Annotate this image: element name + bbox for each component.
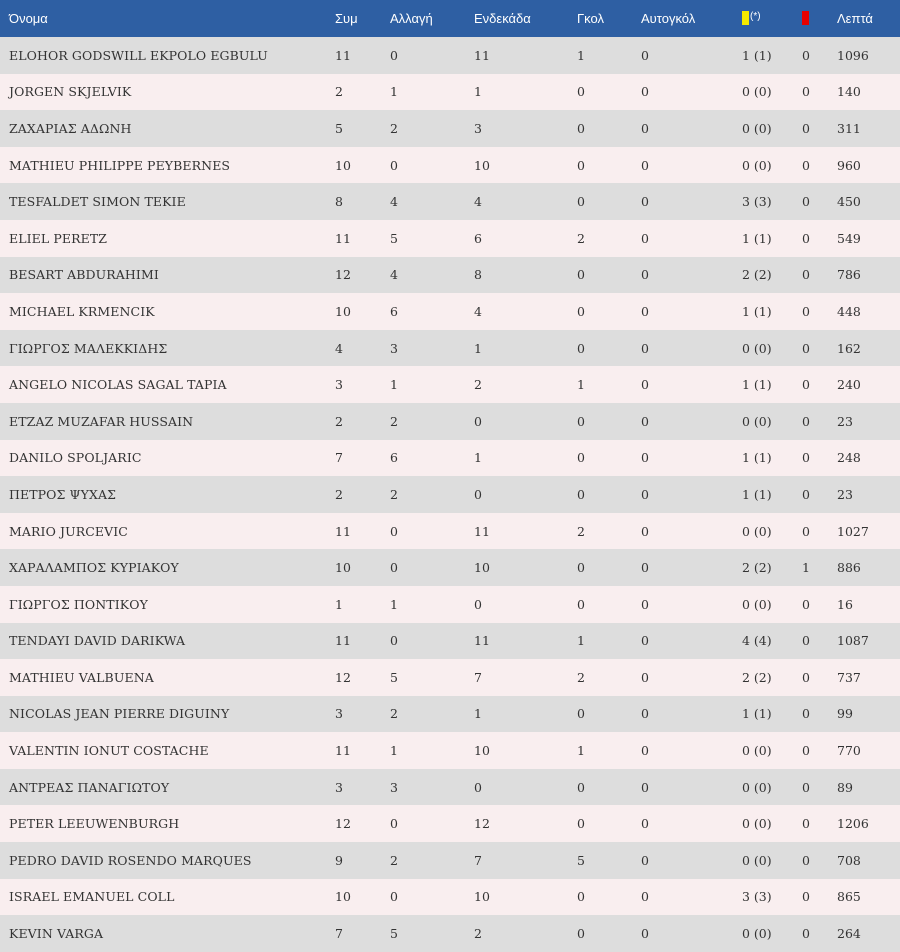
cell-apps: 4	[335, 340, 343, 356]
cell-own-goals: 0	[641, 633, 649, 649]
cell-yellow-cards: 0 (0)	[742, 852, 772, 868]
cell-yellow-cards: 1 (1)	[742, 450, 772, 466]
table-header	[0, 0, 900, 37]
cell-own-goals: 0	[641, 889, 649, 905]
cell-starts: 2	[474, 377, 482, 393]
cell-goals: 0	[577, 340, 585, 356]
cell-name[interactable]: MARIO JURCEVIC	[9, 523, 128, 539]
cell-yellow-cards: 0 (0)	[742, 413, 772, 429]
cell-subs: 0	[390, 889, 398, 905]
cell-name[interactable]: TESFALDET SIMON TEKIE	[9, 194, 186, 210]
cell-starts: 3	[474, 120, 482, 136]
table-row[interactable]	[0, 623, 900, 660]
cell-name[interactable]: PETER LEEUWENBURGH	[9, 816, 180, 832]
cell-minutes: 264	[837, 926, 861, 942]
cell-apps: 11	[335, 743, 351, 759]
cell-apps: 12	[335, 267, 351, 283]
cell-own-goals: 0	[641, 120, 649, 136]
table-row[interactable]	[0, 879, 900, 916]
cell-subs: 2	[390, 486, 398, 502]
column-header-own-goals[interactable]: Αυτογκόλ	[641, 11, 696, 26]
cell-starts: 8	[474, 267, 482, 283]
cell-subs: 0	[390, 157, 398, 173]
table-row[interactable]	[0, 732, 900, 769]
cell-yellow-cards: 0 (0)	[742, 523, 772, 539]
cell-minutes: 865	[837, 889, 861, 905]
cell-apps: 5	[335, 120, 343, 136]
cell-apps: 2	[335, 84, 343, 100]
cell-own-goals: 0	[641, 706, 649, 722]
cell-apps: 12	[335, 816, 351, 832]
cell-red-cards: 0	[802, 926, 810, 942]
cell-name[interactable]: MATHIEU VALBUENA	[9, 669, 154, 685]
cell-name[interactable]: BESART ABDURAHIMI	[9, 267, 159, 283]
cell-minutes: 140	[837, 84, 861, 100]
cell-yellow-cards: 3 (3)	[742, 194, 772, 210]
cell-own-goals: 0	[641, 816, 649, 832]
cell-starts: 10	[474, 743, 490, 759]
cell-starts: 7	[474, 669, 482, 685]
cell-own-goals: 0	[641, 377, 649, 393]
cell-apps: 12	[335, 669, 351, 685]
cell-yellow-cards: 2 (2)	[742, 267, 772, 283]
table-row[interactable]	[0, 330, 900, 367]
cell-goals: 0	[577, 84, 585, 100]
cell-apps: 2	[335, 413, 343, 429]
cell-minutes: 708	[837, 852, 861, 868]
table-row[interactable]	[0, 476, 900, 513]
cell-subs: 3	[390, 340, 398, 356]
cell-subs: 1	[390, 377, 398, 393]
cell-own-goals: 0	[641, 450, 649, 466]
cell-minutes: 886	[837, 560, 861, 576]
cell-starts: 6	[474, 230, 482, 246]
cell-minutes: 311	[837, 120, 861, 136]
column-header-yellow[interactable]	[733, 0, 793, 37]
table-row[interactable]	[0, 37, 900, 74]
cell-own-goals: 0	[641, 413, 649, 429]
cell-red-cards: 0	[802, 303, 810, 319]
cell-minutes: 99	[837, 706, 853, 722]
cell-yellow-cards: 0 (0)	[742, 816, 772, 832]
cell-yellow-cards: 0 (0)	[742, 84, 772, 100]
cell-starts: 10	[474, 157, 490, 173]
cell-subs: 1	[390, 596, 398, 612]
cell-own-goals: 0	[641, 523, 649, 539]
cell-red-cards: 0	[802, 340, 810, 356]
table-row[interactable]	[0, 915, 900, 952]
cell-goals: 0	[577, 413, 585, 429]
cell-minutes: 162	[837, 340, 861, 356]
column-header-minutes[interactable]: Λεπτά	[837, 11, 873, 26]
cell-goals: 0	[577, 267, 585, 283]
column-header-red[interactable]	[793, 0, 828, 37]
cell-starts: 1	[474, 84, 482, 100]
cell-subs: 0	[390, 523, 398, 539]
cell-starts: 7	[474, 852, 482, 868]
cell-own-goals: 0	[641, 560, 649, 576]
cell-name[interactable]: NICOLAS JEAN PIERRE DIGUINY	[9, 706, 230, 722]
cell-starts: 11	[474, 47, 490, 63]
cell-starts: 10	[474, 889, 490, 905]
cell-goals: 2	[577, 523, 585, 539]
cell-starts: 0	[474, 596, 482, 612]
cell-name[interactable]: KEVIN VARGA	[9, 926, 104, 942]
cell-subs: 4	[390, 267, 398, 283]
cell-name[interactable]: PEDRO DAVID ROSENDO MARQUES	[9, 852, 252, 868]
cell-subs: 2	[390, 852, 398, 868]
cell-apps: 10	[335, 157, 351, 173]
table-row[interactable]	[0, 513, 900, 550]
cell-minutes: 448	[837, 303, 861, 319]
cell-goals: 1	[577, 633, 585, 649]
cell-goals: 0	[577, 596, 585, 612]
cell-own-goals: 0	[641, 486, 649, 502]
cell-apps: 2	[335, 486, 343, 502]
column-header-subs[interactable]: Αλλαγή	[390, 11, 433, 26]
cell-own-goals: 0	[641, 669, 649, 685]
table-row[interactable]	[0, 147, 900, 184]
cell-red-cards: 0	[802, 669, 810, 685]
cell-own-goals: 0	[641, 340, 649, 356]
table-row[interactable]	[0, 659, 900, 696]
cell-name[interactable]: VALENTIN IONUT COSTACHE	[9, 743, 209, 759]
cell-goals: 0	[577, 779, 585, 795]
column-header-starts[interactable]: Ενδεκάδα	[474, 11, 531, 26]
cell-yellow-cards: 1 (1)	[742, 486, 772, 502]
cell-subs: 1	[390, 743, 398, 759]
cell-starts: 0	[474, 486, 482, 502]
cell-minutes: 23	[837, 486, 853, 502]
cell-subs: 5	[390, 230, 398, 246]
table-body	[0, 37, 900, 952]
cell-subs: 6	[390, 450, 398, 466]
cell-own-goals: 0	[641, 596, 649, 612]
cell-apps: 10	[335, 889, 351, 905]
cell-own-goals: 0	[641, 779, 649, 795]
cell-yellow-cards: 0 (0)	[742, 120, 772, 136]
cell-starts: 1	[474, 450, 482, 466]
cell-name[interactable]: MATHIEU PHILIPPE PEYBERNES	[9, 157, 231, 173]
cell-subs: 2	[390, 120, 398, 136]
cell-goals: 5	[577, 852, 585, 868]
cell-minutes: 737	[837, 669, 861, 685]
cell-starts: 1	[474, 706, 482, 722]
cell-name[interactable]: ΖΑΧΑΡΙΑΣ ΑΔΩΝΗ	[9, 120, 132, 136]
cell-goals: 0	[577, 816, 585, 832]
cell-name[interactable]: ANGELO NICOLAS SAGAL TAPIA	[9, 377, 227, 393]
cell-goals: 0	[577, 303, 585, 319]
cell-starts: 11	[474, 523, 490, 539]
cell-name[interactable]: ISRAEL EMANUEL COLL	[9, 889, 175, 905]
cell-minutes: 1027	[837, 523, 869, 539]
cell-goals: 0	[577, 889, 585, 905]
cell-minutes: 450	[837, 194, 861, 210]
cell-minutes: 786	[837, 267, 861, 283]
cell-own-goals: 0	[641, 194, 649, 210]
cell-red-cards: 0	[802, 413, 810, 429]
cell-apps: 1	[335, 596, 343, 612]
cell-own-goals: 0	[641, 852, 649, 868]
cell-yellow-cards: 0 (0)	[742, 157, 772, 173]
cell-red-cards: 0	[802, 523, 810, 539]
cell-starts: 1	[474, 340, 482, 356]
cell-red-cards: 0	[802, 486, 810, 502]
cell-own-goals: 0	[641, 47, 649, 63]
cell-apps: 11	[335, 230, 351, 246]
cell-name[interactable]: ΓΙΩΡΓΟΣ ΠΟΝΤΙΚΟΥ	[9, 596, 148, 612]
cell-yellow-cards: 1 (1)	[742, 303, 772, 319]
cell-subs: 4	[390, 194, 398, 210]
cell-goals: 0	[577, 926, 585, 942]
cell-red-cards: 0	[802, 779, 810, 795]
cell-yellow-cards: 1 (1)	[742, 47, 772, 63]
cell-subs: 2	[390, 413, 398, 429]
yellow-card-suffix: (*)	[750, 11, 761, 22]
cell-starts: 4	[474, 303, 482, 319]
cell-name[interactable]: ΧΑΡΑΛΑΜΠΟΣ ΚΥΡΙΑΚΟΥ	[9, 560, 179, 576]
cell-subs: 5	[390, 669, 398, 685]
cell-red-cards: 0	[802, 230, 810, 246]
cell-yellow-cards: 1 (1)	[742, 230, 772, 246]
cell-red-cards: 0	[802, 852, 810, 868]
cell-own-goals: 0	[641, 303, 649, 319]
cell-minutes: 549	[837, 230, 861, 246]
cell-apps: 3	[335, 779, 343, 795]
cell-red-cards: 1	[802, 560, 810, 576]
cell-red-cards: 0	[802, 889, 810, 905]
cell-own-goals: 0	[641, 157, 649, 173]
table-row[interactable]	[0, 183, 900, 220]
cell-goals: 0	[577, 560, 585, 576]
cell-apps: 10	[335, 560, 351, 576]
cell-red-cards: 0	[802, 84, 810, 100]
cell-name[interactable]: ΓΙΩΡΓΟΣ ΜΑΛΕΚΚΙΔΗΣ	[9, 340, 168, 356]
cell-subs: 2	[390, 706, 398, 722]
cell-own-goals: 0	[641, 926, 649, 942]
cell-minutes: 240	[837, 377, 861, 393]
column-header-apps[interactable]: Συμ	[335, 11, 358, 26]
cell-goals: 2	[577, 669, 585, 685]
table-row[interactable]	[0, 440, 900, 477]
cell-apps: 3	[335, 706, 343, 722]
cell-starts: 0	[474, 779, 482, 795]
cell-yellow-cards: 1 (1)	[742, 706, 772, 722]
cell-minutes: 248	[837, 450, 861, 466]
cell-subs: 1	[390, 84, 398, 100]
cell-apps: 11	[335, 523, 351, 539]
cell-goals: 0	[577, 194, 585, 210]
column-header-name[interactable]: Όνομα	[9, 11, 48, 26]
cell-red-cards: 0	[802, 267, 810, 283]
table-row[interactable]	[0, 586, 900, 623]
cell-subs: 0	[390, 633, 398, 649]
cell-minutes: 1096	[837, 47, 869, 63]
table-row[interactable]	[0, 293, 900, 330]
cell-yellow-cards: 0 (0)	[742, 926, 772, 942]
cell-red-cards: 0	[802, 47, 810, 63]
table-row[interactable]	[0, 110, 900, 147]
cell-apps: 9	[335, 852, 343, 868]
cell-red-cards: 0	[802, 706, 810, 722]
cell-goals: 1	[577, 743, 585, 759]
table-row[interactable]	[0, 805, 900, 842]
cell-goals: 0	[577, 120, 585, 136]
cell-yellow-cards: 1 (1)	[742, 377, 772, 393]
cell-subs: 3	[390, 779, 398, 795]
cell-red-cards: 0	[802, 450, 810, 466]
cell-goals: 0	[577, 706, 585, 722]
column-header-goals[interactable]: Γκολ	[577, 11, 604, 26]
cell-apps: 11	[335, 633, 351, 649]
cell-goals: 0	[577, 450, 585, 466]
cell-yellow-cards: 0 (0)	[742, 743, 772, 759]
cell-subs: 6	[390, 303, 398, 319]
cell-own-goals: 0	[641, 267, 649, 283]
cell-apps: 7	[335, 926, 343, 942]
cell-minutes: 1206	[837, 816, 869, 832]
cell-red-cards: 0	[802, 120, 810, 136]
cell-minutes: 960	[837, 157, 861, 173]
table-row[interactable]	[0, 366, 900, 403]
table-row[interactable]	[0, 769, 900, 806]
cell-starts: 11	[474, 633, 490, 649]
cell-yellow-cards: 0 (0)	[742, 779, 772, 795]
cell-yellow-cards: 0 (0)	[742, 596, 772, 612]
cell-name[interactable]: JORGEN SKJELVIK	[9, 84, 132, 100]
cell-subs: 0	[390, 560, 398, 576]
cell-subs: 5	[390, 926, 398, 942]
cell-starts: 10	[474, 560, 490, 576]
cell-red-cards: 0	[802, 194, 810, 210]
cell-own-goals: 0	[641, 230, 649, 246]
cell-name[interactable]: ΑΝΤΡΕΑΣ ΠΑΝΑΓΙΩΤΟΥ	[9, 779, 170, 795]
cell-red-cards: 0	[802, 633, 810, 649]
cell-apps: 10	[335, 303, 351, 319]
cell-starts: 12	[474, 816, 490, 832]
cell-apps: 8	[335, 194, 343, 210]
cell-minutes: 89	[837, 779, 853, 795]
table-row[interactable]	[0, 257, 900, 294]
cell-yellow-cards: 2 (2)	[742, 560, 772, 576]
cell-starts: 2	[474, 926, 482, 942]
cell-yellow-cards: 4 (4)	[742, 633, 772, 649]
cell-yellow-cards: 0 (0)	[742, 340, 772, 356]
table-row[interactable]	[0, 549, 900, 586]
table-row[interactable]	[0, 74, 900, 111]
cell-apps: 7	[335, 450, 343, 466]
cell-yellow-cards: 3 (3)	[742, 889, 772, 905]
cell-starts: 0	[474, 413, 482, 429]
cell-goals: 0	[577, 157, 585, 173]
cell-goals: 2	[577, 230, 585, 246]
cell-minutes: 770	[837, 743, 861, 759]
cell-red-cards: 0	[802, 157, 810, 173]
cell-red-cards: 0	[802, 816, 810, 832]
cell-starts: 4	[474, 194, 482, 210]
cell-own-goals: 0	[641, 743, 649, 759]
cell-minutes: 23	[837, 413, 853, 429]
cell-apps: 11	[335, 47, 351, 63]
cell-name[interactable]: DANILO SPOLJARIC	[9, 450, 142, 466]
cell-red-cards: 0	[802, 596, 810, 612]
cell-name[interactable]: ELIEL PERETZ	[9, 230, 108, 246]
red-card-icon	[802, 11, 809, 25]
cell-subs: 0	[390, 816, 398, 832]
table-row[interactable]	[0, 696, 900, 733]
cell-red-cards: 0	[802, 743, 810, 759]
cell-name[interactable]: TENDAYI DAVID DARIKWA	[9, 633, 186, 649]
yellow-card-icon	[742, 11, 749, 25]
table-row[interactable]	[0, 403, 900, 440]
cell-goals: 1	[577, 47, 585, 63]
table-row[interactable]	[0, 842, 900, 879]
cell-goals: 1	[577, 377, 585, 393]
cell-name[interactable]: ΠΕΤΡΟΣ ΨΥΧΑΣ	[9, 486, 117, 502]
cell-red-cards: 0	[802, 377, 810, 393]
cell-goals: 0	[577, 486, 585, 502]
cell-name[interactable]: MICHAEL KRMENCIK	[9, 303, 155, 319]
cell-subs: 0	[390, 47, 398, 63]
cell-minutes: 16	[837, 596, 853, 612]
cell-minutes: 1087	[837, 633, 869, 649]
cell-yellow-cards: 2 (2)	[742, 669, 772, 685]
cell-name[interactable]: ELOHOR GODSWILL EKPOLO EGBULU	[9, 47, 268, 63]
cell-own-goals: 0	[641, 84, 649, 100]
table-row[interactable]	[0, 220, 900, 257]
cell-apps: 3	[335, 377, 343, 393]
cell-name[interactable]: ETZAZ MUZAFAR HUSSAIN	[9, 413, 194, 429]
